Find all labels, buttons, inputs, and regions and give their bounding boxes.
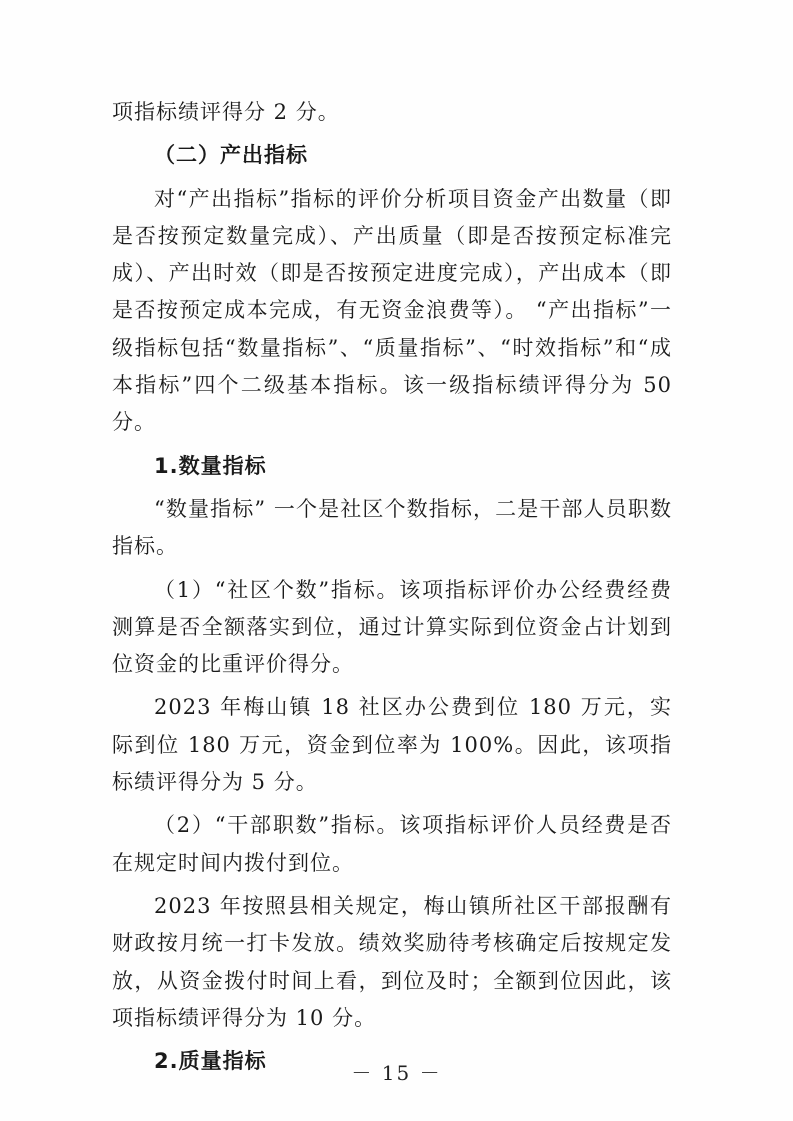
paragraph-cadre-count-indicator: （2）“干部职数”指标。该项指标评价人员经费是否在规定时间内拨付到位。 — [112, 813, 672, 875]
section-heading-output-indicators: （二）产出指标 — [154, 143, 308, 168]
page-number: － 15 － — [351, 1061, 442, 1085]
subsection-heading-quantity-indicators: 1.数量指标 — [154, 453, 267, 478]
paragraph-community-count-indicator: （1）“社区个数”指标。该项指标评价办公经费经费测算是否全额落实到位，通过计算实际到位资金占计划到位资金的比重评价得分。 — [112, 577, 672, 677]
subsection-heading-quality-indicators: 2.质量指标 — [154, 1049, 267, 1074]
paragraph-cadre-count-result: 2023 年按照县相关规定，梅山镇所社区干部报酬有财政按月统一打卡发放。绩效奖励待考核确定后按规定发放，从资金拨付时间上看，到位及时；全额到位因此，该项指标绩评得分为 10 分。 — [112, 893, 672, 1030]
paragraph-quantity-indicators-intro: “数量指标” 一个是社区个数指标，二是干部人员职数指标。 — [112, 496, 672, 559]
paragraph-continuation: 项指标绩评得分 2 分。 — [112, 100, 340, 124]
document-body — [112, 94, 672, 1080]
paragraph-community-count-result: 2023 年梅山镇 18 社区办公费到位 180 万元，实际到位 180 万元，资金到位率为 100%。因此，该项指标绩评得分为 5 分。 — [112, 695, 672, 795]
paragraph-output-indicators-description: 对“产出指标”指标的评价分析项目资金产出数量（即是否按预定数量完成）、产出质量（即是否按预定标准完成）、产出时效（即是否按预定进度完成），产出成本（即是否按预定成本完成，有无资金浪费等）。 “产出指标”一级指标包括“数量指标”、“质量指标”、“时效指标”和“成本指标”四个二级基本指标。该一级指标绩评得分为 50 分。 — [112, 186, 672, 435]
